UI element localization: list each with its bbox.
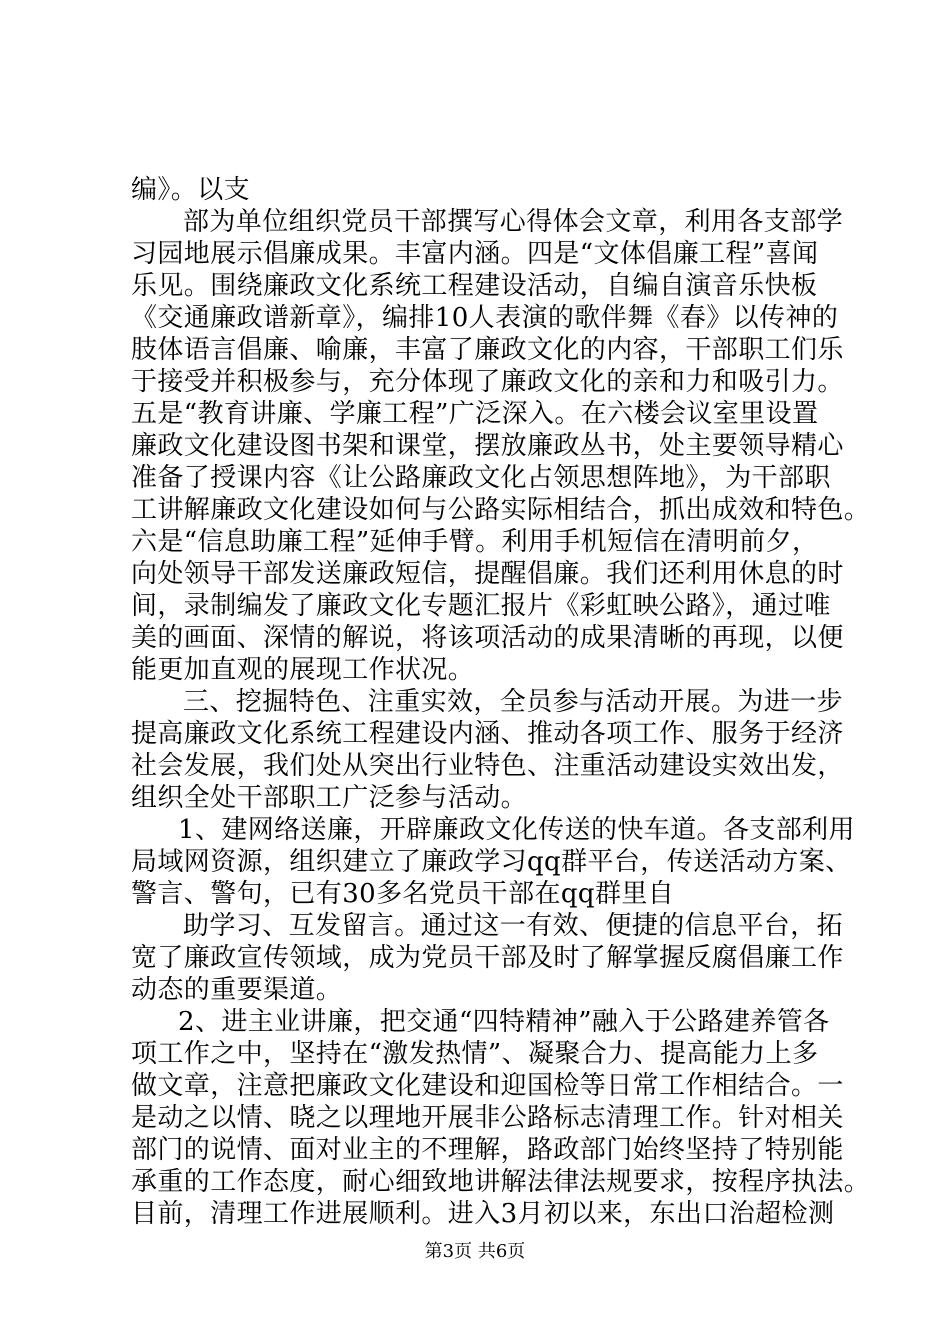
text-line: 六是“信息助廉工程”延伸手臂。利用手机短信在清明前夕， bbox=[131, 527, 819, 557]
text-line: 助学习、互发留言。通过这一有效、便捷的信息平台，拓 bbox=[183, 911, 844, 941]
text-line: 五是“教育讲廉、学廉工程”广泛深入。在六楼会议室里设置 bbox=[131, 399, 819, 429]
text-line: 肢体语言倡廉、喻廉，丰富了廉政文化的内容，干部职工们乐 bbox=[131, 335, 844, 365]
text-line: 1、建网络送廉，开辟廉政文化传送的快车道。各支部利用 bbox=[178, 815, 855, 845]
text-line: 间，录制编发了廉政文化专题汇报片《彩虹映公路》，通过唯 bbox=[131, 591, 831, 621]
text-line: 能更加直观的展现工作状况。 bbox=[131, 655, 475, 685]
text-line: 廉政文化建设图书架和课堂，摆放廉政丛书，处主要领导精心 bbox=[131, 431, 844, 461]
text-line: 美的画面、深情的解说，将该项活动的成果清晰的再现，以便 bbox=[131, 623, 844, 653]
text-line: 项工作之中，坚持在“激发热情”、凝聚合力、提高能力上多 bbox=[131, 1039, 819, 1069]
text-line: 宽了廉政宣传领域，成为党员干部及时了解掌握反腐倡廉工作 bbox=[131, 943, 844, 973]
text-line: 部为单位组织党员干部撰写心得体会文章，利用各支部学 bbox=[183, 207, 844, 237]
text-line: 是动之以情、晓之以理地开展非公路标志清理工作。针对相关 bbox=[131, 1103, 844, 1133]
text-line: 动态的重要渠道。 bbox=[131, 975, 343, 1005]
text-line: 《交通廉政谱新章》，编排10人表演的歌伴舞《春》以传神的 bbox=[131, 303, 839, 333]
text-line: 编》。以支 bbox=[131, 175, 251, 205]
text-line: 2、进主业讲廉，把交通“四特精神”融入于公路建养管各 bbox=[178, 1007, 830, 1037]
text-line: 警言、警句，已有30多名党员干部在qq群里自 bbox=[131, 879, 675, 909]
text-line: 提高廉政文化系统工程建设内涵、推动各项工作、服务于经济 bbox=[131, 719, 844, 749]
text-line: 习园地展示倡廉成果。丰富内涵。四是“文体倡廉工程”喜闻 bbox=[131, 239, 819, 269]
text-line: 社会发展，我们处从突出行业特色、注重活动建设实效出发， bbox=[131, 751, 844, 781]
text-line: 组织全处干部职工广泛参与活动。 bbox=[131, 783, 528, 813]
text-line: 向处领导干部发送廉政短信，提醒倡廉。我们还利用休息的时 bbox=[131, 559, 844, 589]
text-line: 部门的说情、面对业主的不理解，路政部门始终坚持了特别能 bbox=[131, 1135, 844, 1165]
page-number-footer: 第3页 共6页 bbox=[424, 1241, 526, 1262]
text-line: 承重的工作态度，耐心细致地讲解法律法规要求，按程序执法。 bbox=[131, 1167, 871, 1197]
text-line: 准备了授课内容《让公路廉政文化占领思想阵地》，为干部职 bbox=[131, 463, 831, 493]
text-line: 局域网资源，组织建立了廉政学习qq群平台，传送活动方案、 bbox=[131, 847, 852, 877]
text-line: 做文章，注意把廉政文化建设和迎国检等日常工作相结合。一 bbox=[131, 1071, 844, 1101]
text-line: 于接受并积极参与，充分体现了廉政文化的亲和力和吸引力。 bbox=[131, 367, 844, 397]
text-line: 工讲解廉政文化建设如何与公路实际相结合，抓出成效和特色。 bbox=[131, 495, 871, 525]
text-line: 目前，清理工作进展顺利。进入3月初以来，东出口治超检测 bbox=[131, 1199, 835, 1229]
text-line: 三、挖掘特色、注重实效，全员参与活动开展。为进一步 bbox=[183, 687, 844, 717]
text-line: 乐见。围绕廉政文化系统工程建设活动，自编自演音乐快板 bbox=[131, 271, 818, 301]
